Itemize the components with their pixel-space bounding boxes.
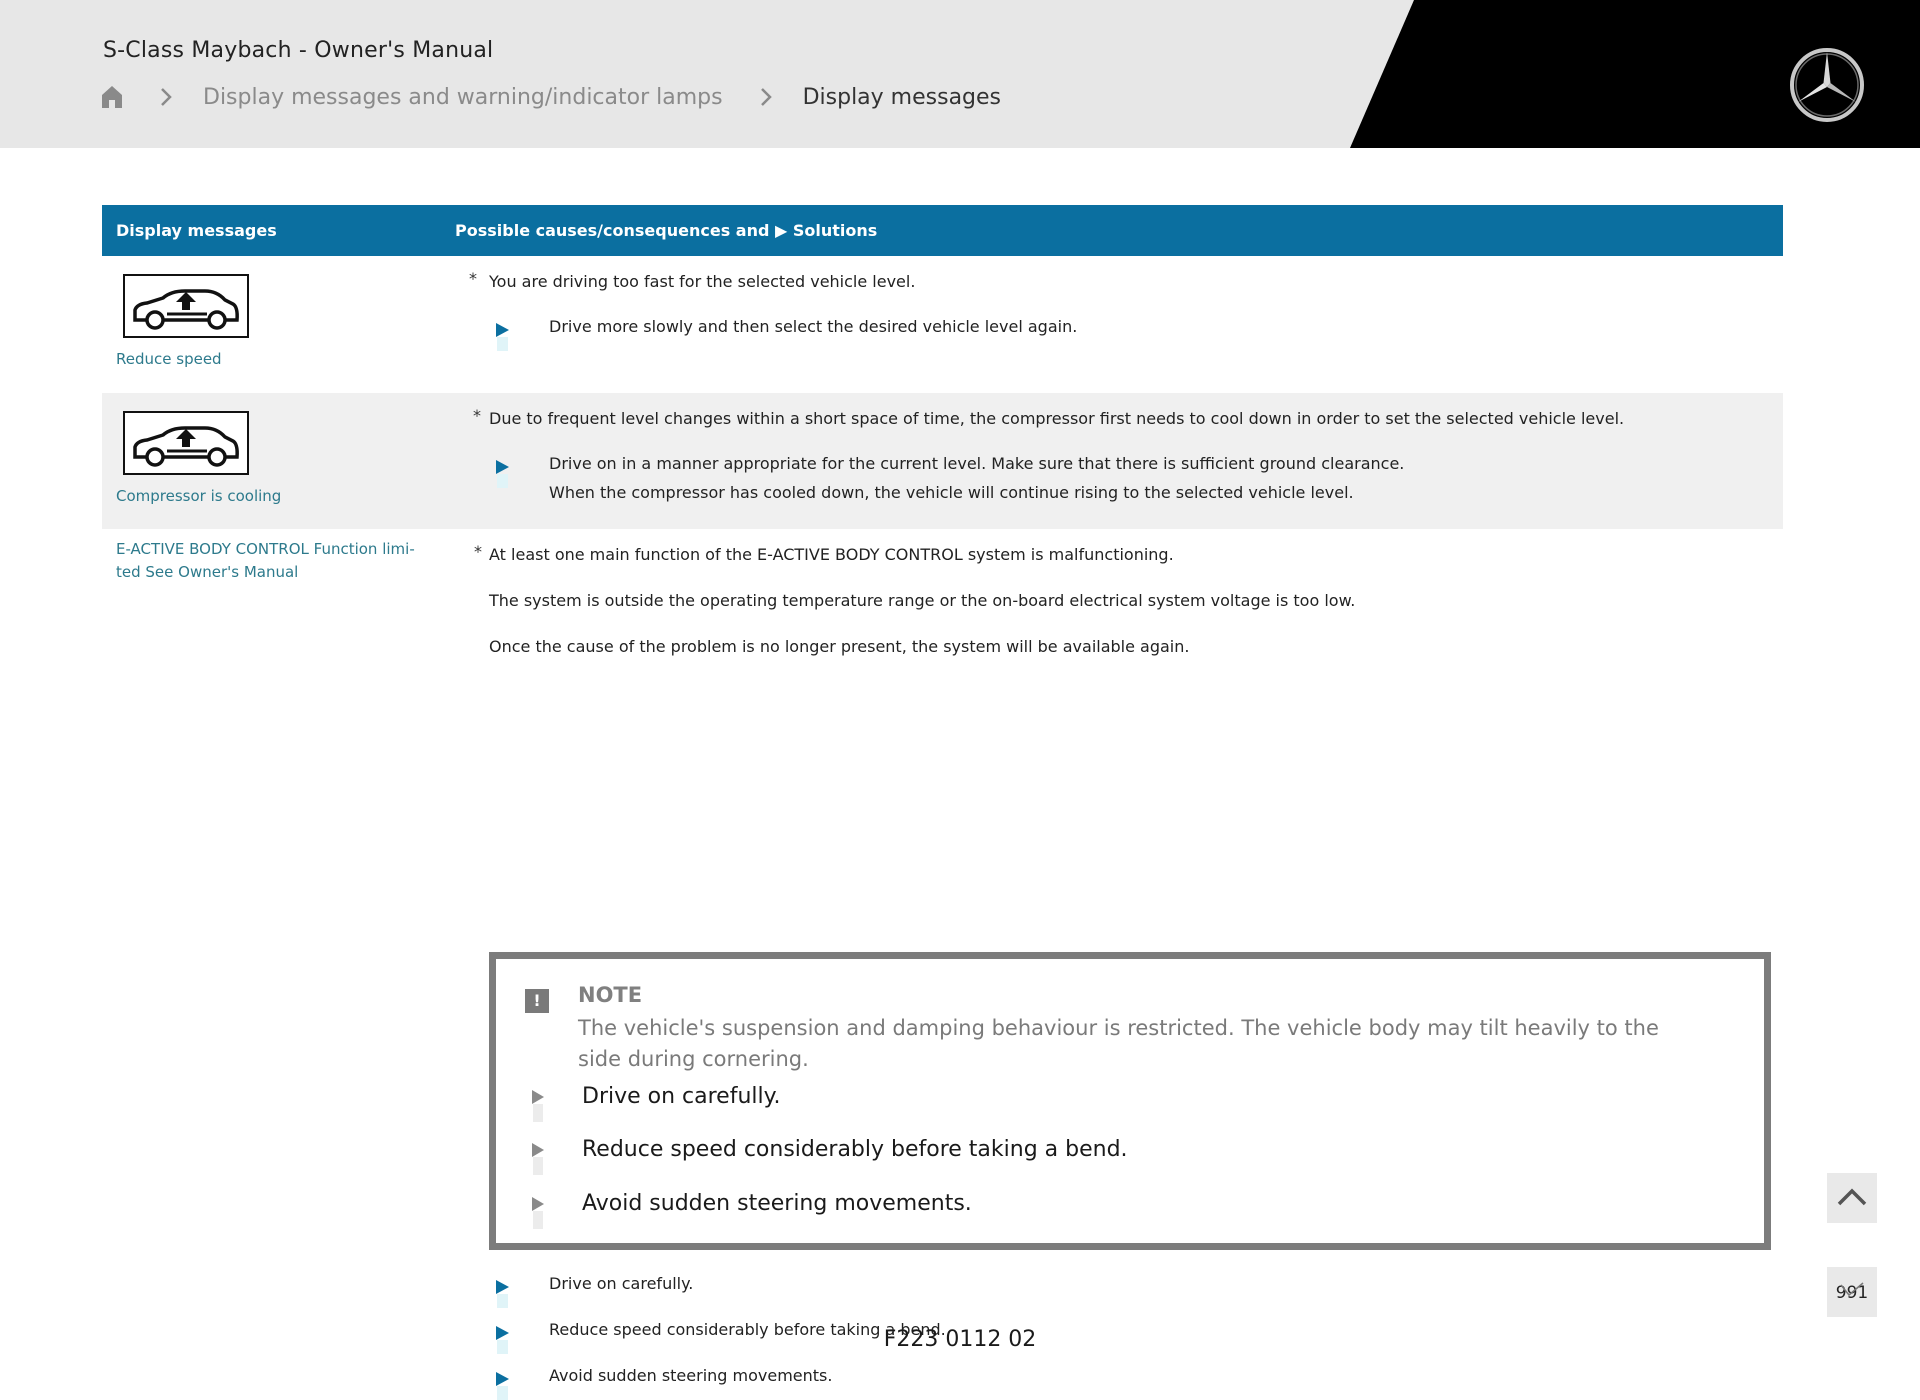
table-row <box>102 256 1783 393</box>
home-icon[interactable] <box>101 85 123 109</box>
warning-exclamation-icon: ! <box>525 989 549 1013</box>
cause-text: Once the cause of the problem is no longer present, the system will be available again. <box>489 637 1190 656</box>
solution-arrow-icon <box>496 1366 509 1392</box>
page-number: 991 <box>1835 1283 1869 1303</box>
table-header <box>102 205 1783 256</box>
image-reference-code: F223 0112 02 <box>883 1327 1037 1352</box>
solution-arrow-icon <box>496 1274 509 1300</box>
breadcrumb-current: Display messages <box>802 84 1002 110</box>
solution-text: Drive on in a manner appropriate for the current level. Make sure that there is sufficient ground clearance. <box>549 454 1405 473</box>
note-title: NOTE <box>578 983 643 1007</box>
bullet-star: * <box>474 542 482 561</box>
column-header-causes: Possible causes/consequences and ▶ Solutions <box>455 221 878 240</box>
solution-text: Avoid sudden steering movements. <box>549 1366 833 1385</box>
note-box <box>489 952 1771 1250</box>
display-message-label: Reduce speed <box>116 350 222 368</box>
note-step: Drive on carefully. <box>582 1084 781 1109</box>
scroll-to-top-button[interactable] <box>1827 1173 1877 1223</box>
solution-arrow-icon <box>496 454 509 480</box>
display-message-label: E-ACTIVE BODY CONTROL Function limi- <box>116 540 415 558</box>
solution-text: Drive more slowly and then select the desired vehicle level again. <box>549 317 1078 336</box>
note-step: Avoid sudden steering movements. <box>582 1191 972 1216</box>
step-arrow-icon <box>532 1137 545 1167</box>
vehicle-level-raise-icon <box>123 274 249 338</box>
breadcrumb-section-link[interactable]: Display messages and warning/indicator lamps <box>203 84 723 110</box>
display-message-label: ted See Owner's Manual <box>116 563 299 581</box>
cause-text: The system is outside the operating temperature range or the on-board electrical system voltage is too low. <box>489 591 1356 610</box>
cause-text: Due to frequent level changes within a short space of time, the compressor first needs to cool down in order to set the selected vehicle level. <box>489 409 1625 428</box>
bullet-star: * <box>469 269 477 288</box>
solution-text: Drive on carefully. <box>549 1274 694 1293</box>
mercedes-star-logo <box>1788 46 1866 124</box>
manual-title: S-Class Maybach - Owner's Manual <box>103 38 494 63</box>
solution-arrow-icon <box>496 317 509 343</box>
display-message-label: Compressor is cooling <box>116 487 282 505</box>
chevron-right-icon <box>159 87 173 107</box>
chevron-right-icon <box>759 87 773 107</box>
note-text: The vehicle's suspension and damping behaviour is restricted. The vehicle body may tilt heavily to the side during cornering. <box>578 1016 1659 1071</box>
step-arrow-icon <box>532 1191 545 1221</box>
column-header-display: Display messages <box>116 221 277 240</box>
cause-text: You are driving too fast for the selected vehicle level. <box>489 272 916 291</box>
chevron-up-icon <box>1827 1173 1877 1223</box>
bullet-star: * <box>473 406 481 425</box>
breadcrumb <box>101 80 1001 114</box>
solution-text: When the compressor has cooled down, the vehicle will continue rising to the selected vehicle level. <box>549 483 1354 502</box>
step-arrow-icon <box>532 1084 545 1114</box>
note-step: Reduce speed considerably before taking a bend. <box>582 1137 1128 1162</box>
cause-text: At least one main function of the E-ACTIVE BODY CONTROL system is malfunctioning. <box>489 545 1174 564</box>
solution-text: Reduce speed considerably before taking a bend. <box>549 1320 946 1339</box>
page-number-badge <box>1827 1267 1877 1317</box>
table-row <box>102 393 1783 529</box>
page-header <box>0 0 1920 148</box>
vehicle-level-raise-icon <box>123 411 249 475</box>
check-mark-icon <box>1839 1281 1865 1303</box>
